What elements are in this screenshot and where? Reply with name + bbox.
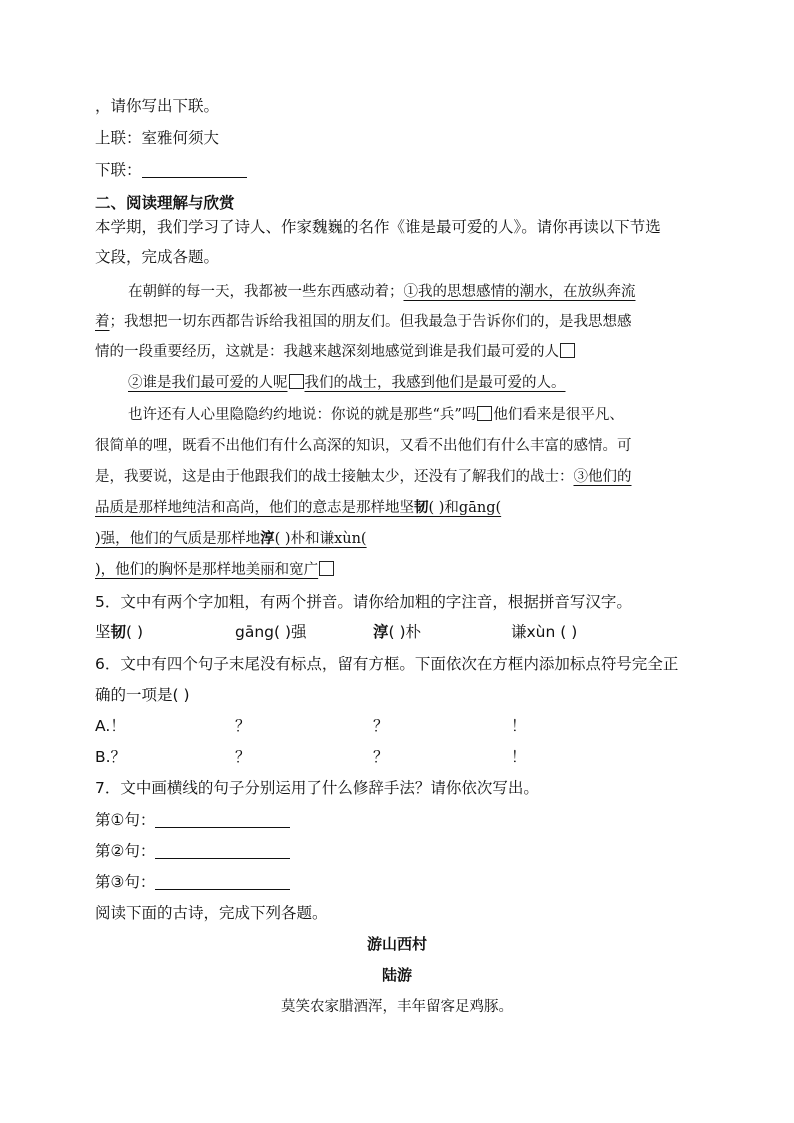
q5-text: ( )朴: [388, 623, 422, 641]
q7-label: 第③句：: [95, 873, 156, 891]
q6-option-a-4: ！: [511, 717, 527, 735]
passage-text: 他们看来是很平凡、: [493, 407, 624, 423]
q6-option-a-2: ？: [235, 717, 251, 735]
passage-line-3: [95, 341, 576, 363]
section-intro-2: 文段，完成各题。: [95, 248, 220, 266]
couplet-lower: [95, 159, 247, 181]
passage-text: 在朝鲜的每一天，我都被一些东西感动着；: [128, 284, 404, 300]
q7-sentence-1: [95, 809, 290, 831]
q6-option-b-1: B.？: [95, 748, 127, 766]
bold-char-ren: 韧: [414, 499, 429, 516]
q5-stem: 5．文中有两个字加粗，有两个拼音。请你给加粗的字注音，根据拼音写汉字。: [95, 593, 632, 611]
q7-label: 第②句：: [95, 842, 156, 860]
section-heading: 二、阅读理解与欣赏: [95, 194, 235, 212]
q7-sentence-3: [95, 871, 290, 893]
passage-line-9: [95, 528, 367, 550]
q5-answer-1[interactable]: [95, 621, 143, 643]
poem-line-1: 莫笑农家腊酒浑，丰年留客足鸡豚。: [281, 999, 513, 1015]
underlined-sentence-3: 品质是那样地纯洁和高尚，他们的意志是那样地坚: [95, 500, 414, 516]
passage-line-10: [95, 559, 335, 581]
underlined-sentence-2-rest: 我们的战士，我感到他们是最可爱的人。: [304, 375, 566, 391]
q7-answer-blank-1[interactable]: [155, 813, 290, 828]
q6-stem-1: 6．文中有四个句子末尾没有标点，留有方框。下面依次在方框内添加标点符号完全正: [95, 655, 679, 673]
passage-line-5: [128, 404, 624, 426]
underlined-sentence-3: )强，他们的气质是那样地: [95, 531, 261, 547]
underlined-sentence-1-end: 着: [95, 314, 110, 330]
punctuation-box-1[interactable]: [560, 343, 575, 358]
passage-text: ；我想把一切东西都告诉给我祖国的朋友们。但我最急于告诉你们的，是我思想感: [109, 314, 632, 330]
q5-answer-3[interactable]: [373, 621, 421, 643]
couplet-answer-blank[interactable]: [142, 161, 247, 178]
underlined-sentence-3: ( )和gāng(: [428, 500, 502, 516]
q7-stem: 7．文中画横线的句子分别运用了什么修辞手法？请你依次写出。: [95, 779, 539, 797]
punctuation-box-2[interactable]: [289, 374, 304, 389]
q6-stem-2: 确的一项是( ): [95, 686, 190, 704]
bold-char-chun: 淳: [260, 530, 275, 547]
q5-text: 坚: [95, 623, 111, 641]
passage-line-4: [128, 372, 566, 394]
q7-sentence-2: [95, 840, 290, 862]
q6-option-a-3: ？: [373, 717, 389, 735]
q6-option-b-3: ？: [373, 748, 389, 766]
poem-intro: 阅读下面的古诗，完成下列各题。: [95, 904, 328, 922]
punctuation-box-4[interactable]: [319, 561, 334, 576]
q6-option-a-1: A.！: [95, 717, 126, 735]
passage-line-7: [95, 466, 632, 488]
q6-option-b-4: ！: [511, 748, 527, 766]
underlined-sentence-1: ①我的思想感情的潮水，在放纵奔流: [403, 284, 636, 300]
q7-answer-blank-2[interactable]: [155, 844, 290, 859]
passage-text: 是，我要说，这是由于他跟我们的战士接触太少，还没有了解我们的战士：: [95, 469, 574, 485]
q5-answer-2[interactable]: gāng( )强: [235, 623, 307, 641]
q5-answer-4[interactable]: 谦xùn ( ): [511, 623, 578, 641]
poem-author: 陆游: [381, 966, 412, 984]
couplet-lower-label: 下联：: [95, 161, 142, 179]
poem-title: 游山西村: [366, 935, 427, 953]
underlined-sentence-3-end: )，他们的胸怀是那样地美丽和宽广: [95, 562, 319, 578]
section-intro-1: 本学期，我们学习了诗人、作家魏巍的名作《谁是最可爱的人》。请你再读以下节选: [95, 218, 661, 236]
couplet-intro: ，请你写出下联。: [95, 97, 220, 115]
q5-paren: ( ): [126, 623, 144, 641]
passage-line-8: [95, 497, 501, 519]
passage-line-1: [128, 281, 636, 303]
passage-line-2: [95, 311, 632, 333]
couplet-upper: 上联：室雅何须大: [95, 129, 220, 147]
q6-option-b-2: ？: [235, 748, 251, 766]
passage-line-6: 很简单的哩，既看不出他们有什么高深的知识，又看不出他们有什么丰富的感情。可: [95, 438, 632, 454]
passage-text: 情的一段重要经历，这就是：我越来越深刻地感觉到谁是我们最可爱的人: [95, 344, 559, 360]
passage-text: 也许还有人心里隐隐约约地说：你说的就是那些“兵”吗: [128, 407, 477, 423]
q7-answer-blank-3[interactable]: [155, 875, 290, 890]
q7-label: 第①句：: [95, 811, 156, 829]
underlined-sentence-2: ②谁是我们最可爱的人呢: [128, 375, 288, 391]
q5-bold-char: 韧: [110, 623, 127, 641]
punctuation-box-3[interactable]: [477, 406, 492, 421]
q5-bold-char: 淳: [373, 623, 389, 641]
underlined-sentence-3: ③他们的: [573, 469, 632, 485]
underlined-sentence-3: ( )朴和谦xùn(: [274, 531, 367, 547]
